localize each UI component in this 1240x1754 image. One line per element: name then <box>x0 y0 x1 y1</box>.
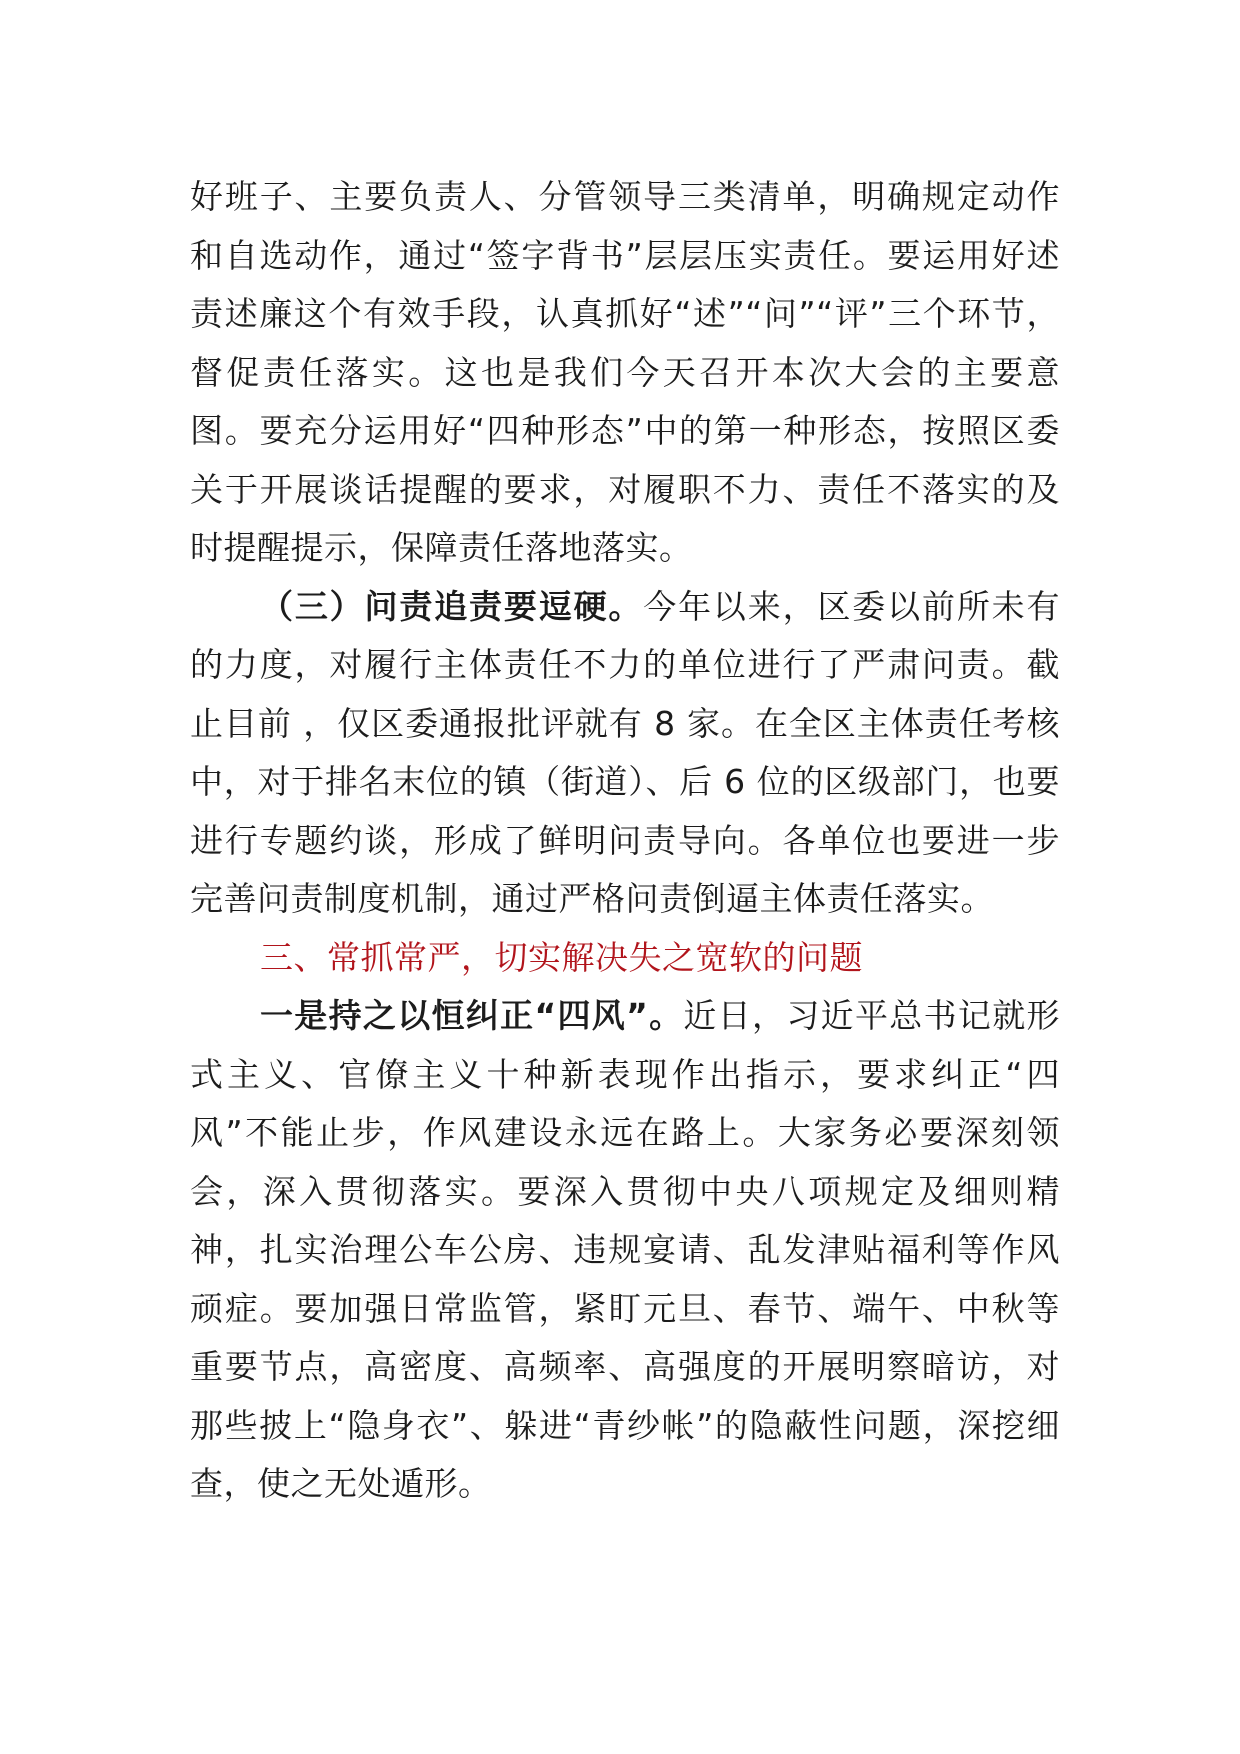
document-page <box>190 168 1060 1514</box>
paragraph-text: 今年以来，区委以前所未有的力度，对履行主体责任不力的单位进行了严肃问责。截止目前 ，仅区委通报批评就有 8 家。在全区主体责任考核中，对于排名末位的镇（街道）、后 6 位的区级部门，也要进行专题约谈，形成了鲜明问责导向。各单位也要进一步完善问责制度机制，通过严格问责倒逼主体责任落实。 <box>190 586 1061 918</box>
paragraph-lead-heading: （三）问责追责要逗硬。 <box>260 586 644 626</box>
paragraph-text: 近日，习近平总书记就形式主义、官僚主义十种新表现作出指示，要求纠正“四风”不能止步，作风建设永远在路上。大家务必要深刻领会，深入贯彻落实。要深入贯彻中央八项规定及细则精神，扎实治理公车公房、违规宴请、乱发津贴福利等作风顽症。要加强日常监管，紧盯元旦、春节、端午、中秋等重要节点，高密度、高频率、高强度的开展明察暗访，对那些披上“隐身衣”、躲进“青纱帐”的隐蔽性问题，深挖细查，使之无处遁形。 <box>190 996 1060 1503</box>
section-heading-three: 三、常抓常严，切实解决失之宽软的问题 <box>260 937 863 977</box>
paragraph-continued <box>190 168 1060 578</box>
paragraph-four-styles <box>190 987 1060 1514</box>
paragraph-text: 好班子、主要负责人、分管领导三类清单，明确规定动作和自选动作，通过“签字背书”层层压实责任。要运用好述责述廉这个有效手段，认真抓好“述”“问”“评”三个环节，督促责任落实。这也是我们今天召开本次大会的主要意图。要充分运用好“四种形态”中的第一种形态，按照区委关于开展谈话提醒的要求，对履职不力、责任不落实的及时提醒提示，保障责任落地落实。 <box>190 177 1060 567</box>
paragraph-lead-heading: 一是持之以恒纠正“四风”。 <box>260 996 684 1035</box>
paragraph-accountability <box>190 578 1060 929</box>
